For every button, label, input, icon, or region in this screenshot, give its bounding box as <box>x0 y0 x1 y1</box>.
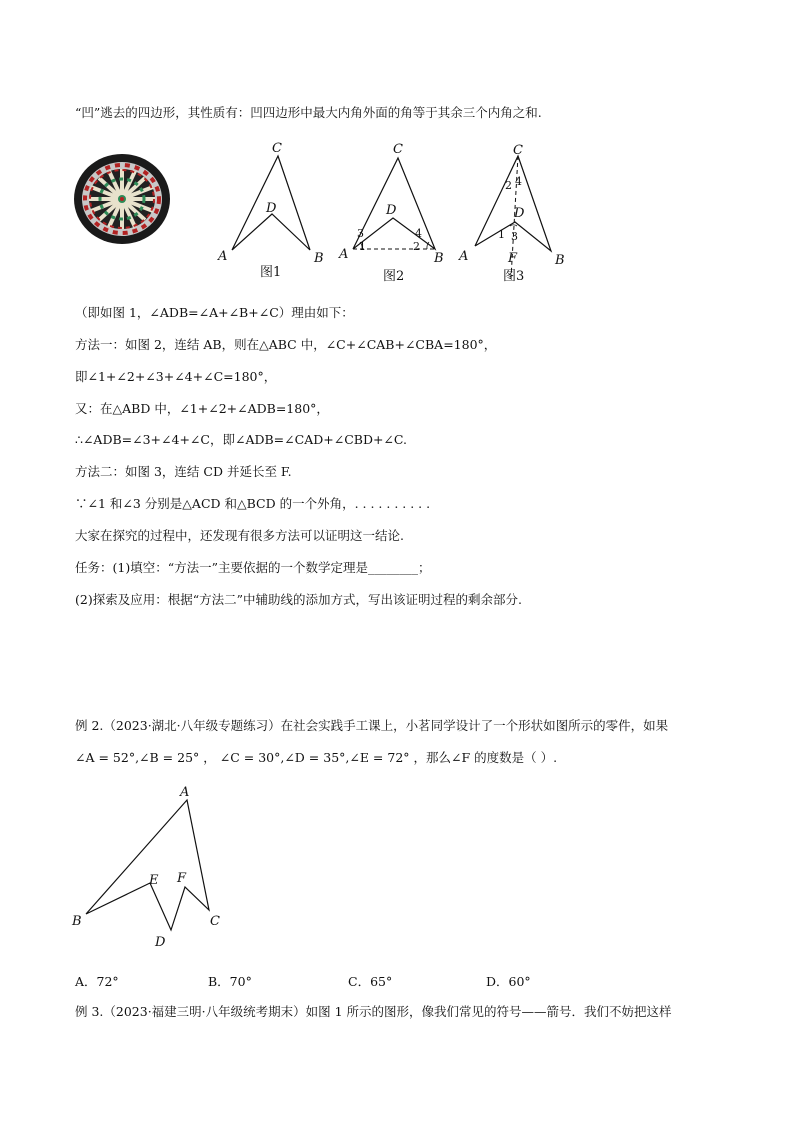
fig3-label-b: B <box>555 253 565 268</box>
example-2-angles: ∠A = 52°,∠B = 25° ， ∠C = 30°,∠D = 35°,∠E = 72° ，那么∠F 的度数是（ ）. <box>75 750 558 765</box>
example-2-question: 例 2.（2023·湖北·八年级专题练习）在社会实践手工课上，小茗同学设计了一个形状如图所示的零件，如果 <box>75 718 669 733</box>
method-one-conclusion: ∴∠ADB=∠3+∠4+∠C，即∠ADB=∠CAD+∠CBD+∠C. <box>75 432 408 447</box>
figure-2 <box>335 138 460 288</box>
fig2-angle-1: 1 <box>359 240 366 253</box>
ex2-label-f: F <box>177 871 187 886</box>
fig2-label-b: B <box>434 251 444 266</box>
fig2-angle-2: 2 <box>413 240 420 253</box>
fig3-label-d: D <box>514 206 525 221</box>
option-a[interactable]: A．72° <box>75 974 119 989</box>
intro-text: “凹”逃去的四边形，其性质有：凹四边形中最大内角外面的角等于其余三个内角之和. <box>75 105 542 120</box>
example-2-figure <box>66 780 236 955</box>
fig1-label-d: D <box>266 201 277 216</box>
ex2-label-d: D <box>155 935 166 950</box>
example-3-question: 例 3.（2023·福建三明·八年级统考期末）如图 1 所示的图形，像我们常见的符号——箭号．我们不妨把这样 <box>75 1004 672 1019</box>
figure-3 <box>455 138 580 288</box>
method-intro: （即如图 1，∠ADB=∠A+∠B+∠C）理由如下： <box>75 305 354 320</box>
method-two-step: ∵∠1 和∠3 分别是△ACD 和△BCD 的一个外角，. . . . . . . . . . <box>75 496 431 511</box>
fig3-angle-2: 2 <box>505 179 512 192</box>
fig3-angle-4: 4 <box>515 175 522 188</box>
fig2-angle-4: 4 <box>415 227 422 240</box>
fig3-caption: 图3 <box>503 269 525 284</box>
fig2-label-c: C <box>393 142 403 157</box>
option-d[interactable]: D．60° <box>486 974 531 989</box>
method-one-step1: 即∠1+∠2+∠3+∠4+∠C=180°， <box>75 369 277 384</box>
method-two: 方法二：如图 3，连结 CD 并延长至 F. <box>75 464 292 479</box>
discussion-text: 大家在探究的过程中，还发现有很多方法可以证明这一结论. <box>75 528 404 543</box>
option-c[interactable]: C．65° <box>348 974 393 989</box>
fig3-angle-3: 3 <box>511 230 518 243</box>
method-one: 方法一：如图 2，连结 AB，则在△ABC 中，∠C+∠CAB+∠CBA=180°， <box>75 337 497 352</box>
ex2-label-b: B <box>72 914 82 929</box>
fig1-label-c: C <box>272 141 282 156</box>
task-1: 任务：(1)填空：“方法一”主要依据的一个数学定理是________； <box>75 560 431 575</box>
fig2-label-a: A <box>339 247 349 262</box>
fig2-label-d: D <box>386 203 397 218</box>
fig3-label-c: C <box>513 143 523 158</box>
fig3-label-a: A <box>459 249 469 264</box>
option-b[interactable]: B．70° <box>208 974 252 989</box>
ex2-label-a: A <box>180 785 190 800</box>
fig3-label-f: F <box>508 251 518 266</box>
fig1-label-b: B <box>314 251 324 266</box>
ex2-label-c: C <box>210 914 220 929</box>
fig1-label-a: A <box>218 249 228 264</box>
task-2: (2)探索及应用：根据“方法二”中辅助线的添加方式，写出该证明过程的剩余部分. <box>75 592 522 607</box>
fig2-angle-3: 3 <box>357 227 364 240</box>
fig3-angle-1: 1 <box>498 228 505 241</box>
dartboard-image <box>72 152 172 246</box>
ex2-label-e: E <box>149 873 159 888</box>
method-one-step2: 又：在△ABD 中，∠1+∠2+∠ADB=180°， <box>75 401 329 416</box>
figure-1 <box>212 138 332 283</box>
fig2-caption: 图2 <box>383 269 405 284</box>
fig1-caption: 图1 <box>260 265 282 280</box>
